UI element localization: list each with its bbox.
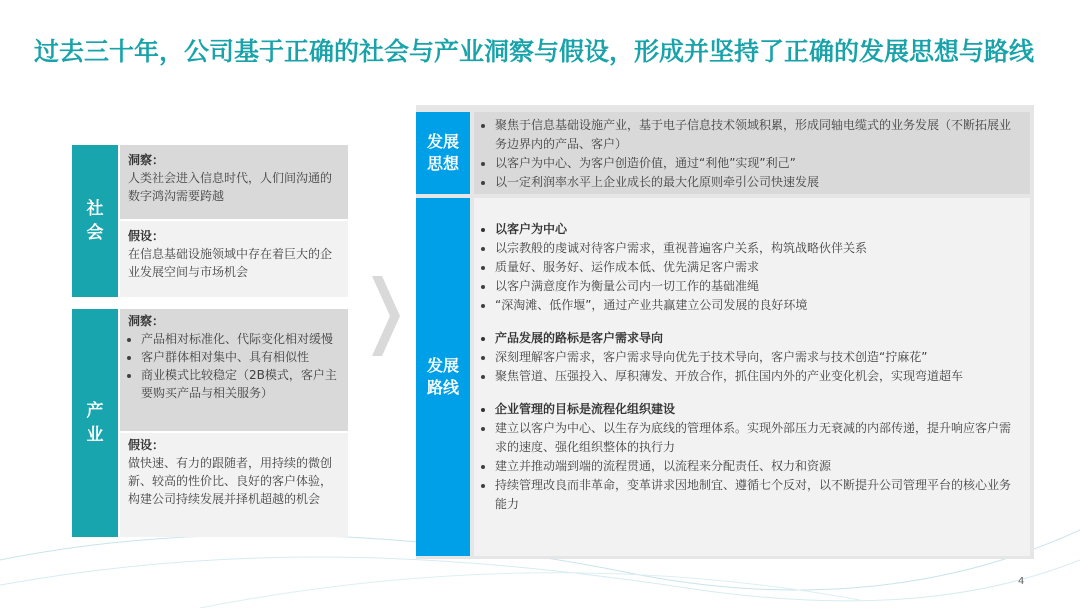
industry-assumption-text: 做快速、有力的跟随者，用持续的微创新、较高的性价比、良好的客户体验，构建公司持续发展并择机超越的机会 <box>128 456 333 506</box>
thought-list <box>482 116 1020 192</box>
society-label-text: 社会 <box>86 199 104 243</box>
route-label-text: 发展路线 <box>426 356 459 397</box>
list-item: • 持续管理改良而非革命，变革讲求因地制宜、遵循七个反对，以不断提升公司管理平台的核心业务能力 <box>495 476 1020 514</box>
society-assumption-heading: 假设： <box>128 229 165 243</box>
list-item: • 产品相对标准化、代际变化相对缓慢 <box>141 330 340 348</box>
industry-insight-heading: 洞察： <box>128 314 165 328</box>
page-number: 4 <box>1018 576 1025 587</box>
list-item: • “深淘滩、低作堰”，通过产业共赢建立公司发展的良好环境 <box>495 296 1020 315</box>
route-section-heading: • 企业管理的目标是流程化组织建设 <box>495 400 1020 419</box>
list-item: • 以宗教般的虔诚对待客户需求，重视普遍客户关系，构筑战略伙伴关系 <box>495 239 1020 258</box>
list-item: • 客户群体相对集中、具有相似性 <box>141 348 340 366</box>
list-item: • 商业模式比较稳定（2B模式，客户主要购买产品与相关服务） <box>141 366 340 402</box>
list-item: • 以客户为中心、为客户创造价值，通过“利他”实现”利己” <box>495 154 1020 173</box>
thought-box <box>474 112 1030 194</box>
industry-label <box>72 309 118 537</box>
route-section-heading: • 以客户为中心 <box>495 220 1020 239</box>
list-item: • 建立以客户为中心、以生存为底线的管理体系。实现外部压力无衰减的内部传递，提升响应客户需求的速度、强化组织整体的执行力 <box>495 419 1020 457</box>
society-assumption-text: 在信息基础设施领域中存在着巨大的企业发展空间与市场机会 <box>128 247 333 279</box>
thought-label-text: 发展思想 <box>426 132 459 173</box>
industry-assumption-heading: 假设： <box>128 438 165 452</box>
society-insight-heading: 洞察： <box>128 153 165 167</box>
list-item: • 以一定利润率水平上企业成长的最大化原则牵引公司快速发展 <box>495 173 1020 192</box>
society-insight-box <box>120 145 348 219</box>
page-title: 过去三十年，公司基于正确的社会与产业洞察与假设，形成并坚持了正确的发展思想与路线 <box>34 37 1035 66</box>
route-section-heading: • 产品发展的路标是客户需求导向 <box>495 329 1020 348</box>
route-list <box>482 220 1020 514</box>
industry-assumption-box <box>120 433 348 537</box>
list-item: • 聚焦于信息基础设施产业，基于电子信息技术领域积累，形成同轴电缆式的业务发展（不断拓展业务边界内的产品、客户） <box>495 116 1020 154</box>
list-item: • 质量好、服务好、运作成本低、优先满足客户需求 <box>495 258 1020 277</box>
list-item: • 以客户满意度作为衡量公司内一切工作的基础准绳 <box>495 277 1020 296</box>
route-box <box>474 198 1030 556</box>
list-item: • 聚焦管道、压强投入、厚积薄发、开放合作，抓住国内外的产业变化机会，实现弯道超车 <box>495 367 1020 386</box>
society-insight-text: 人类社会进入信息时代，人们间沟通的数字鸿沟需要跨越 <box>128 171 333 203</box>
chevron-right-icon <box>372 276 400 356</box>
list-item: • 建立并推动端到端的流程贯通，以流程来分配责任、权力和资源 <box>495 457 1020 476</box>
society-label <box>72 145 118 297</box>
industry-label-text: 产业 <box>86 401 104 445</box>
industry-insight-box <box>120 309 348 431</box>
route-label <box>416 198 470 556</box>
society-assumption-box <box>120 221 348 297</box>
thought-label <box>416 112 470 194</box>
industry-insight-list <box>128 330 340 402</box>
list-item: • 深刻理解客户需求，客户需求导向优先于技术导向，客户需求与技术创造“拧麻花” <box>495 348 1020 367</box>
